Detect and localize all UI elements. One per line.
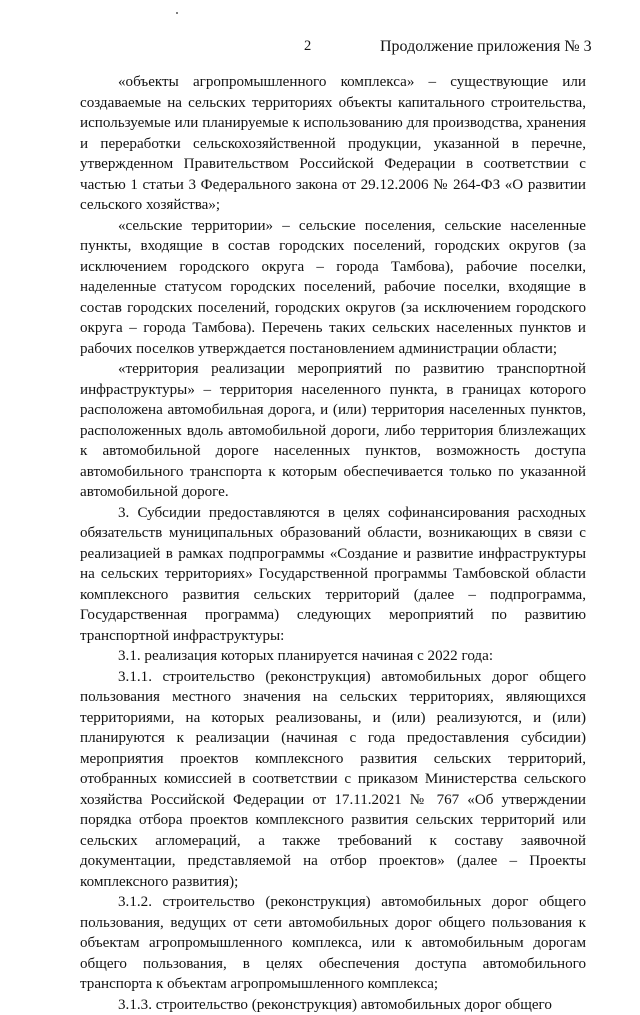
paragraph-section-3-1-3: 3.1.3. строительство (реконструкция) автомобильных дорог общего xyxy=(80,995,586,1015)
paragraph-section-3-1: 3.1. реализация которых планируется начиная с 2022 года: xyxy=(80,646,586,667)
appendix-continuation-header: Продолжение приложения № 3 xyxy=(380,38,592,56)
paragraph-section-3: 3. Субсидии предоставляются в целях софинансирования расходных обязательств муниципальных образований области, возникающих в связи с реализацией в рамках подпрограммы «Создание и развитие инфраструктуры на сельских территориях» Государственной программы Тамбовской области комплексного развития сельских территорий (далее – подпрограмма, Государственная программа) следующих мероприятий по развитию транспортной инфраструктуры: xyxy=(80,503,586,647)
paragraph-rural-territories-definition: «сельские территории» – сельские поселения, сельские населенные пункты, входящие в состав городских поселений, городских округов (за исключением городского округа – города Тамбова), рабочие поселки, наделенные статусом городских поселений, рабочие поселки, входящие в состав городских поселений, городских округов (за исключением городского округа – города Тамбова). Перечень таких сельских населенных пунктов и рабочих поселков утверждается постановлением администрации области; xyxy=(80,216,586,360)
page-number: 2 xyxy=(304,38,311,55)
paragraph-agro-objects-definition: «объекты агропромышленного комплекса» – существующие или создаваемые на сельских территориях объекты капитального строительства, используемые или планируемые к использованию для производства, хранения и переработки сельскохозяйственной продукции, указанной в перечне, утвержденном Правительством Российской Федерации в соответствии с частью 1 статьи 3 Федерального закона от 29.12.2006 № 264-ФЗ «О развитии сельского хозяйства»; xyxy=(80,72,586,216)
paragraph-section-3-1-1: 3.1.1. строительство (реконструкция) автомобильных дорог общего пользования местного значения на сельских территориях, являющихся территориями, на которых реализованы, и (или) реализуются, и (или) планируются к реализации (начиная с года предоставления субсидии) мероприятия проектов комплексного развития сельских территорий, отобранных комиссией в соответствии с приказом Министерства сельского хозяйства Российской Федерации от 17.11.2021 № 767 «Об утверждении порядка отбора проектов комплексного развития сельских территорий или сельских агломераций, а также требований к составу заявочной документации, представляемой на отбор проектов» (далее – Проекты комплексного развития); xyxy=(80,667,586,893)
scan-speck xyxy=(176,12,178,14)
paragraph-transport-territory-definition: «территория реализации мероприятий по развитию транспортной инфраструктуры» – территория населенного пункта, в границах которого расположена автомобильная дорога, и (или) территория населенных пунктов, расположенных вдоль автомобильной дороги, либо территория близлежащих к автомобильной дороге населенных пунктов, возможность доступа автомобильного транспорта к которым обеспечивается только по указанной автомобильной дороге. xyxy=(80,359,586,503)
document-body xyxy=(80,72,586,1015)
paragraph-section-3-1-2: 3.1.2. строительство (реконструкция) автомобильных дорог общего пользования, ведущих от сети автомобильных дорог общего пользования к объектам агропромышленного комплекса, или к автомобильным дорогам общего пользования, в целях обеспечения доступа автомобильного транспорта к объектам агропромышленного комплекса; xyxy=(80,892,586,995)
